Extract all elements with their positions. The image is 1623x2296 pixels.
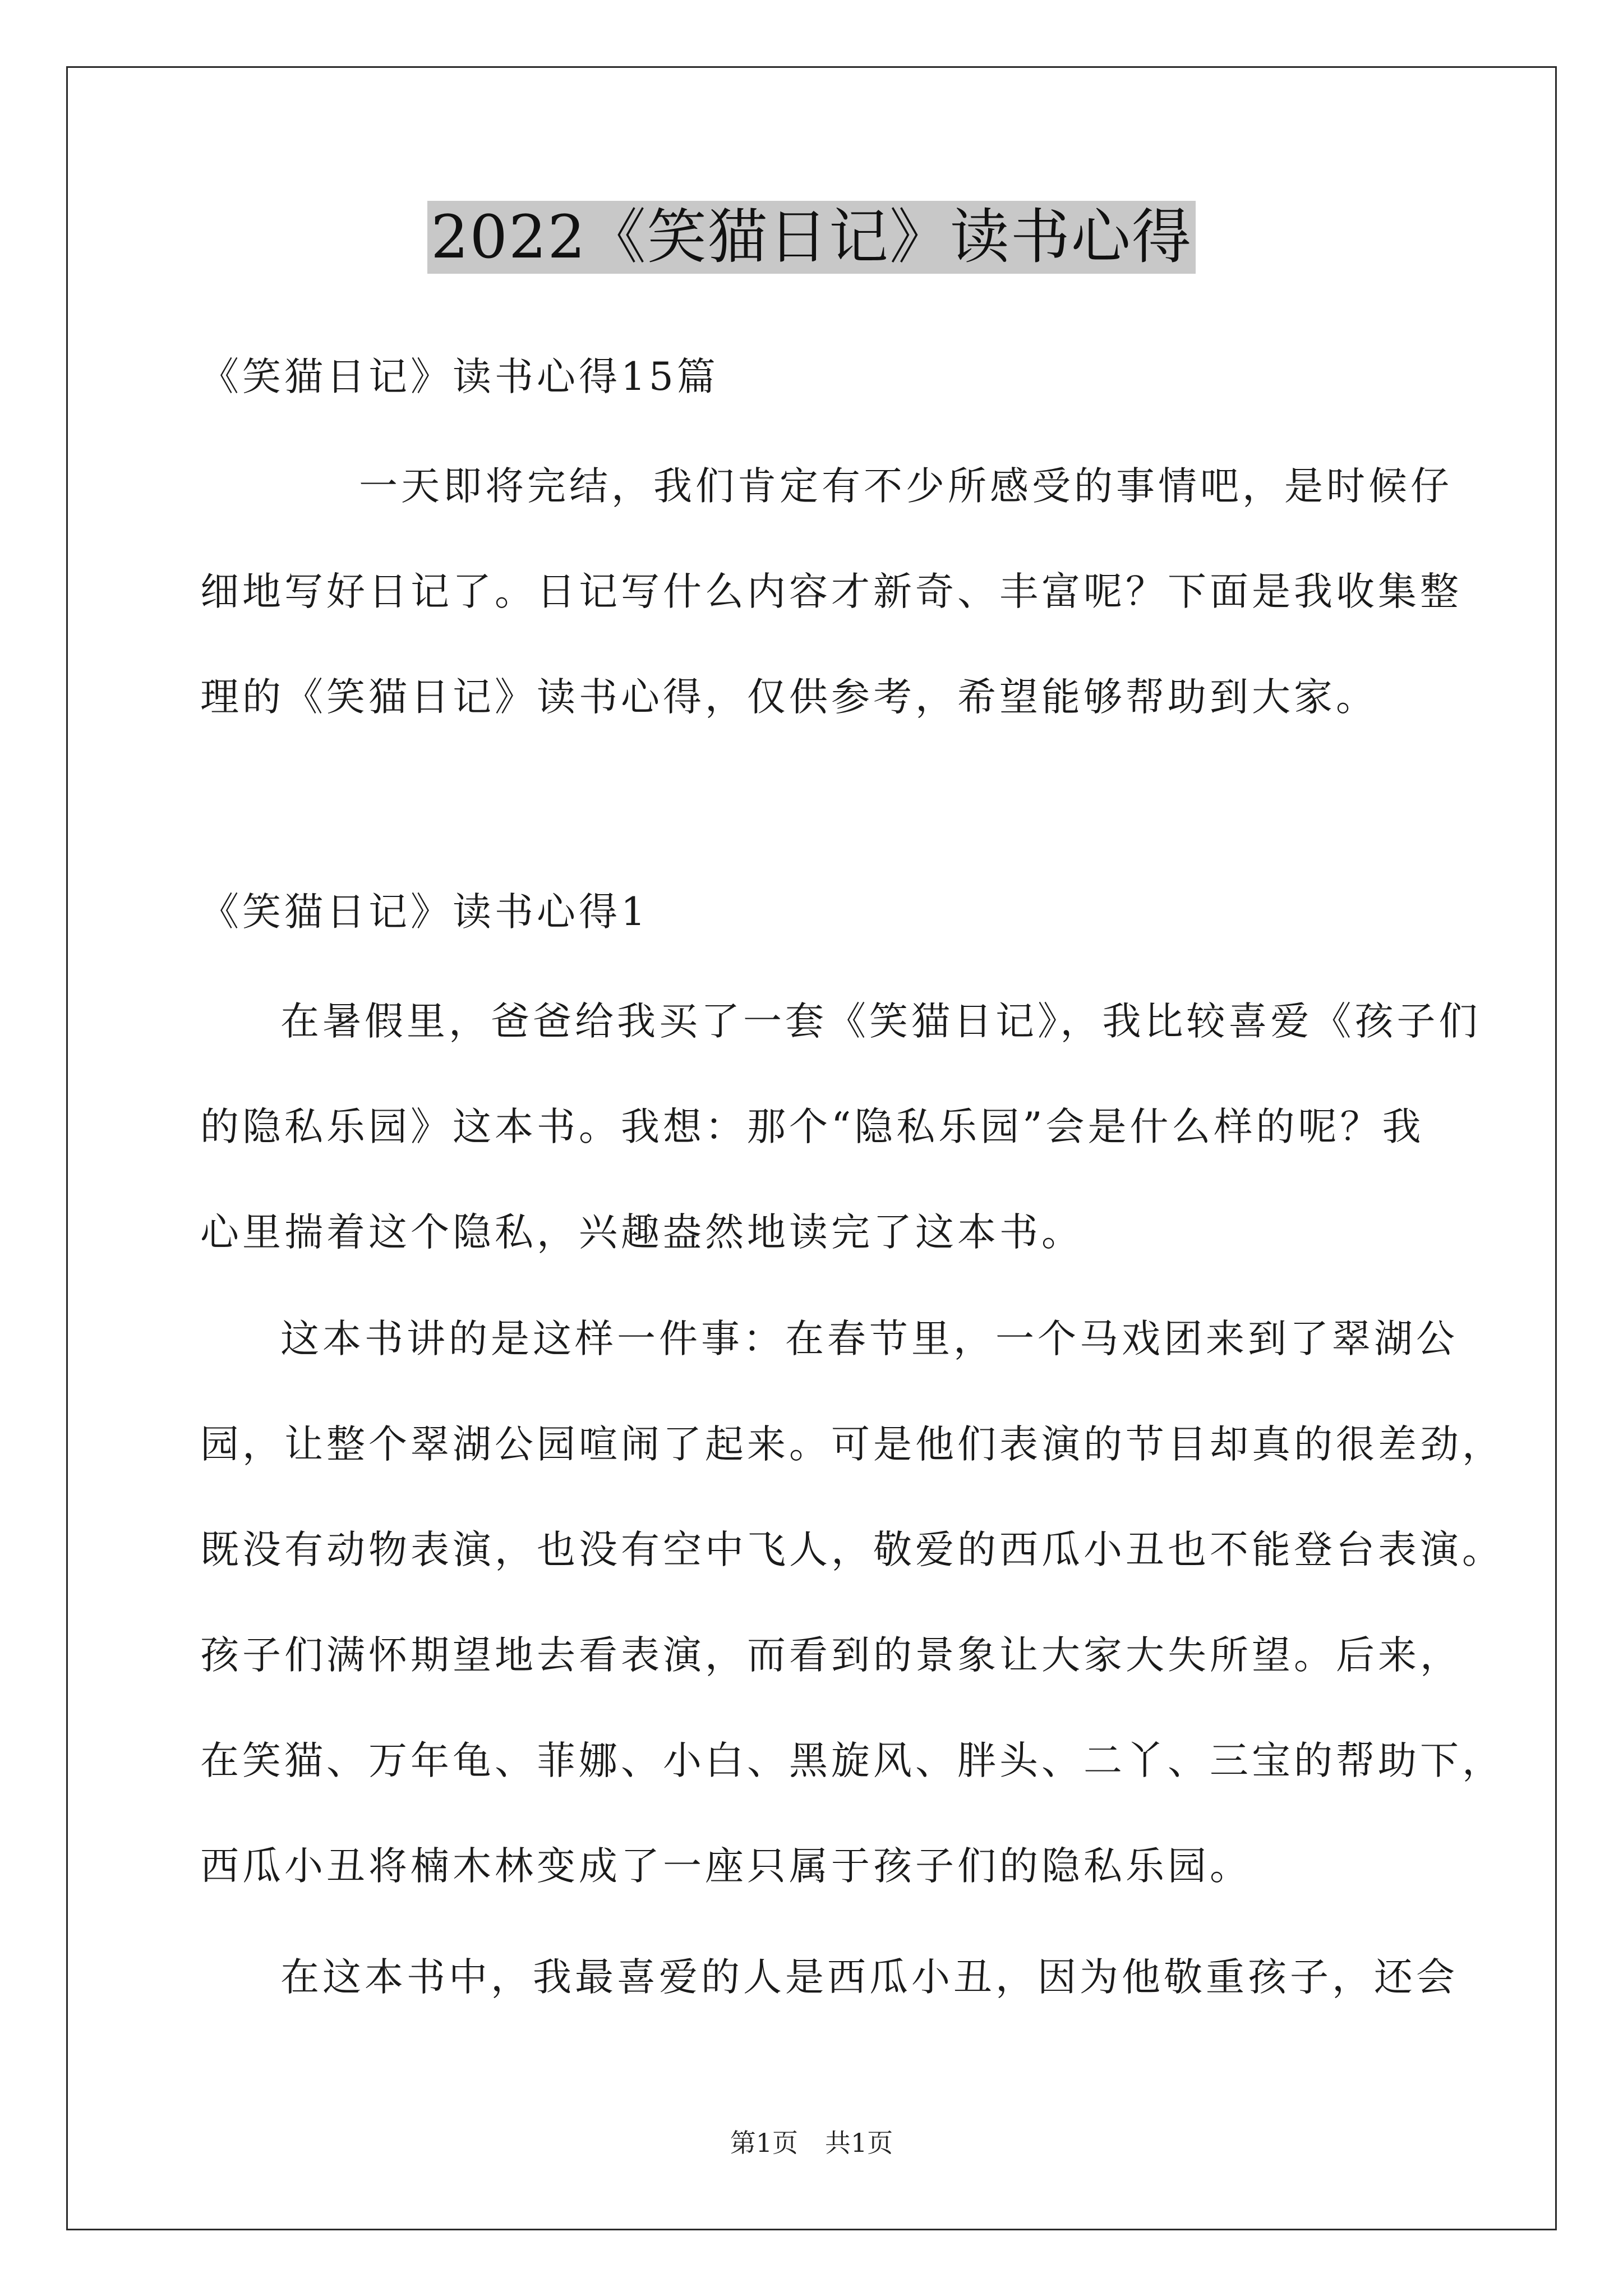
para2-line-5: 在笑猫、万年龟、菲娜、小白、黑旋风、胖头、二丫、三宝的帮助下，	[200, 1738, 1504, 1783]
page-footer	[0, 2126, 1623, 2160]
para1-line-2: 的隐私乐园》这本书。我想：那个“隐私乐园”会是什么样的呢？我	[200, 1105, 1424, 1149]
para2-line-6: 西瓜小丑将楠木林变成了一座只属于孩子们的隐私乐园。	[200, 1844, 1252, 1889]
page-number: 第1页	[730, 2128, 798, 2158]
title-container	[0, 201, 1623, 274]
page-total: 共1页	[825, 2128, 893, 2158]
para2-line-2: 园，让整个翠湖公园喧闹了起来。可是他们表演的节目却真的很差劲，	[200, 1422, 1504, 1467]
intro-line-3: 理的《笑猫日记》读书心得，仅供参考，希望能够帮助到大家。	[200, 675, 1378, 720]
para2-line-3: 既没有动物表演，也没有空中飞人，敬爱的西瓜小丑也不能登台表演。	[200, 1527, 1504, 1572]
para1-line-1: 在暑假里，爸爸给我买了一套《笑猫日记》，我比较喜爱《孩子们	[280, 999, 1481, 1044]
para3-line-1: 在这本书中，我最喜爱的人是西瓜小丑，因为他敬重孩子，还会	[280, 1955, 1458, 2000]
para1-line-3: 心里揣着这个隐私，兴趣盎然地读完了这本书。	[200, 1210, 1083, 1255]
intro-line-1: 一天即将完结，我们肯定有不少所感受的事情吧，是时候仔	[359, 464, 1453, 509]
para2-line-4: 孩子们满怀期望地去看表演，而看到的景象让大家大失所望。后来，	[200, 1633, 1462, 1678]
intro-line-2: 细地写好日记了。日记写什么内容才新奇、丰富呢？下面是我收集整	[200, 569, 1462, 614]
section-heading-1: 《笑猫日记》读书心得1	[200, 890, 649, 935]
subtitle-line: 《笑猫日记》读书心得15篇	[200, 355, 719, 399]
para2-line-1: 这本书讲的是这样一件事：在春节里，一个马戏团来到了翠湖公	[280, 1317, 1458, 1361]
document-title: 2022《笑猫日记》读书心得	[427, 201, 1196, 274]
